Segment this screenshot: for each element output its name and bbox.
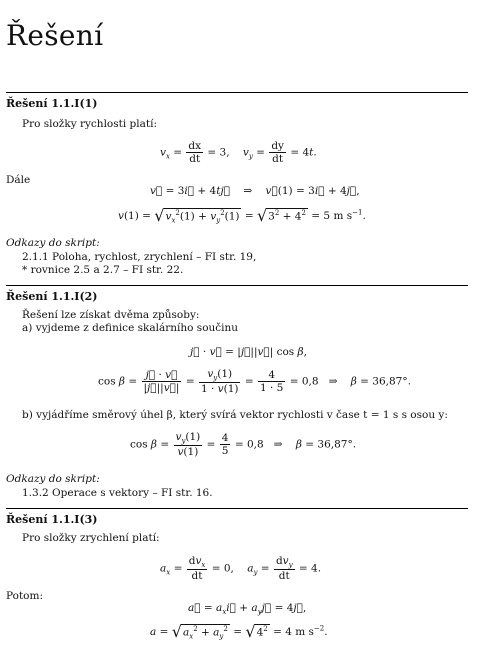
section-heading: Řešení 1.1.I(2) [6, 290, 98, 303]
equation-velocity-components: $v_x$ = $\frac{dx}{dt}$ = 3, $v_y$ = $\frac{dy}{dt}$ = 4t. [160, 140, 317, 166]
page-title: Řešení [6, 19, 104, 52]
section-heading: Řešení 1.1.I(1) [6, 97, 98, 110]
text-potom: Potom: [6, 590, 43, 602]
equation-speed: $v(1) = √v_x^2(1) + v_y^2(1) = √3^2 + 4^2 = 5$ m $s^{-1}$. [118, 206, 366, 225]
text-dale: Dále [6, 174, 31, 186]
equation-cos-beta-a: cos β = $\frac{j⃗ \cdot v⃗}{|j⃗||v⃗|}$ = $\frac{v_y(1)}{1 \cdot v(1)}$ = $\frac{4}{1 \cdot 5}$ = 0,8 ⇒ β = 36,87°. [98, 368, 411, 396]
section-divider [6, 508, 468, 509]
section-intro: Řešení lze získat dvěma způsoby: [22, 309, 200, 321]
method-b-text: b) vyjádříme směrový úhel β, který svírá vektor rychlosti v čase t = 1 s s osou y: [22, 409, 448, 421]
equation-cos-beta-b: cos β = $\frac{v_y(1)}{v(1)}$ = $\frac{4}{5}$ = 0,8 ⇒ β = 36,87°. [130, 431, 357, 459]
ref-item: * rovnice 2.5 a 2.7 – FI str. 22. [22, 264, 184, 276]
ref-item: 2.1.1 Poloha, rychlost, zrychlení – FI str. 19, [22, 251, 257, 263]
equation-dot-product: j⃗ · v⃗ = |j⃗||v⃗| cos β, [190, 346, 307, 358]
ref-item: 1.3.2 Operace s vektory – FI str. 16. [22, 487, 213, 499]
equation-acceleration-vector: a⃗ = $a_xi⃗$ + $a_yj⃗$ = 4j⃗, [188, 602, 307, 617]
section-heading: Řešení 1.1.I(3) [6, 513, 98, 526]
refs-label: Odkazy do skript: [6, 473, 100, 485]
equation-acceleration-magnitude: $a = √a_x^2 + a_y^2 = √4^2 = 4$ m $s^{-2}$. [150, 622, 328, 641]
equation-acceleration-components: $a_x$ = $\frac{dv_x}{dt}$ = 0, $a_y$ = $\frac{dv_y}{dt}$ = 4. [160, 555, 322, 583]
equation-velocity-vector: v⃗ = 3i⃗ + 4tj⃗ ⇒ v⃗(1) = 3i⃗ + 4j⃗, [150, 185, 360, 197]
section-intro: Pro složky rychlosti platí: [22, 118, 158, 130]
refs-label: Odkazy do skript: [6, 237, 100, 249]
section-intro: Pro složky zrychlení platí: [22, 532, 160, 544]
section-divider [6, 285, 468, 286]
method-a-text: a) vyjdeme z definice skalárního součinu [22, 322, 239, 334]
section-divider [6, 92, 468, 93]
